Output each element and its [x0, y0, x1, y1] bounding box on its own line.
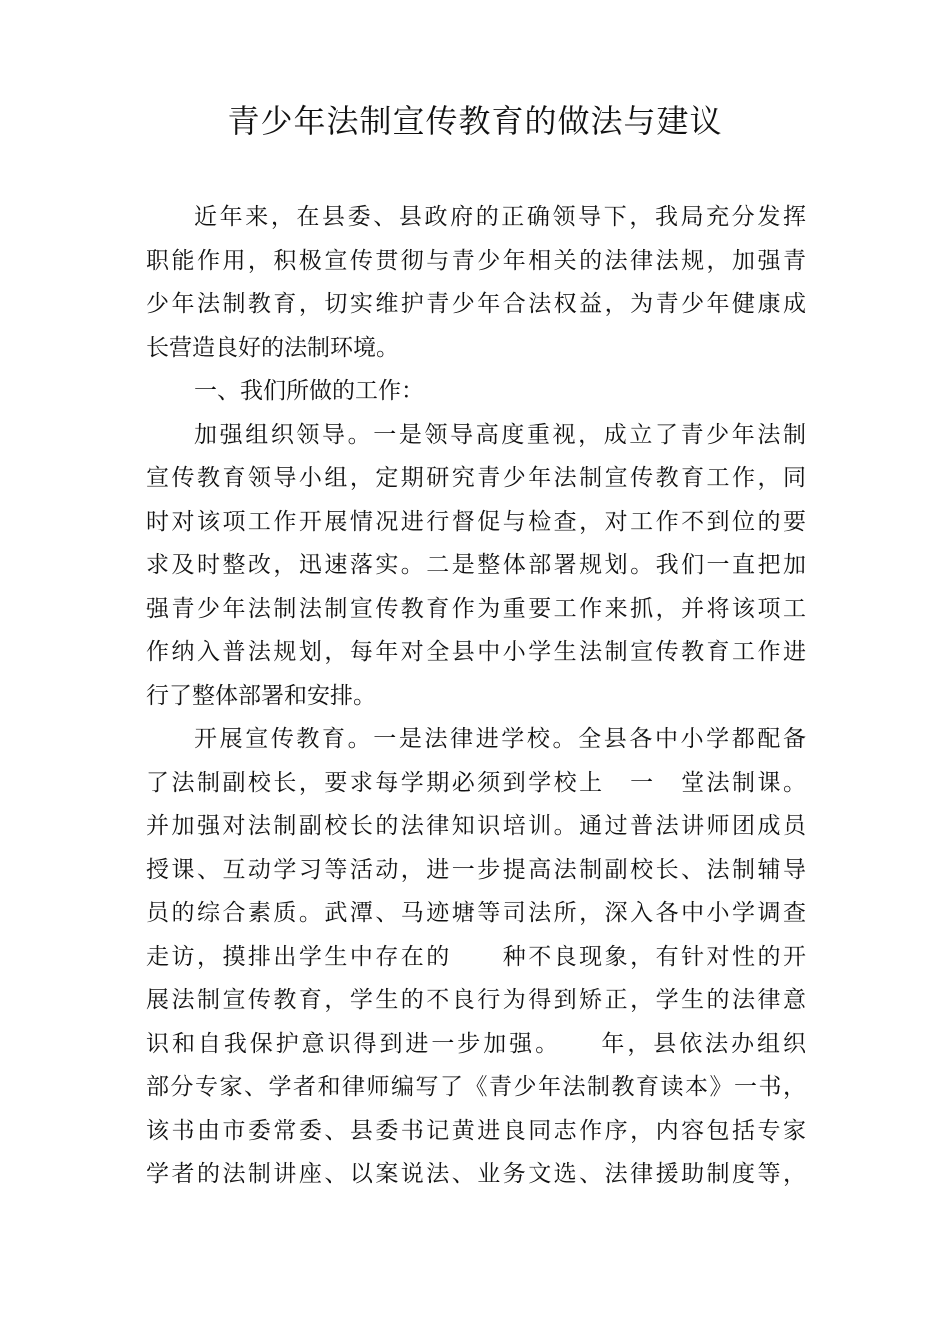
body-line: 该书由市委常委、县委书记黄进良同志作序，内容包括专家	[146, 1117, 806, 1144]
body-line: 时对该项工作开展情况进行督促与检查，对工作不到位的要	[146, 508, 806, 535]
body-line: 授课、互动学习等活动，进一步提高法制副校长、法制辅导	[146, 856, 806, 883]
body-line: 宣传教育领导小组，定期研究青少年法制宣传教育工作，同	[146, 465, 806, 491]
body-line: 行了整体部署和安排。	[146, 682, 376, 709]
body-line: 识和自我保护意识得到进一步加强。 年，县依法办组织	[146, 1030, 806, 1057]
document-title: 青少年法制宣传教育的做法与建议	[227, 102, 723, 140]
body-line: 并加强对法制副校长的法律知识培训。通过普法讲师团成员	[146, 813, 806, 839]
body-line: 走访，摸排出学生中存在的 种不良现象，有针对性的开	[146, 943, 806, 970]
body-line: 职能作用，积极宣传贯彻与青少年相关的法律法规，加强青	[146, 247, 806, 274]
body-line: 少年法制教育，切实维护青少年合法权益，为青少年健康成	[146, 291, 806, 317]
body-line: 部分专家、学者和律师编写了《青少年法制教育读本》一书，	[146, 1074, 806, 1100]
body-line: 了法制副校长，要求每学期必须到学校上 一 堂法制课。	[146, 769, 806, 796]
body-line: 开展宣传教育。一是法律进学校。全县各中小学都配备	[194, 726, 806, 752]
body-line: 强青少年法制法制宣传教育作为重要工作来抓，并将该项工	[146, 595, 806, 622]
body-line: 作纳入普法规划，每年对全县中小学生法制宣传教育工作进	[146, 639, 806, 665]
body-line: 求及时整改，迅速落实。二是整体部署规划。我们一直把加	[146, 552, 806, 578]
document-body	[146, 196, 806, 1197]
body-line: 加强组织领导。一是领导高度重视，成立了青少年法制	[194, 421, 806, 448]
body-line: 长营造良好的法制环境。	[146, 334, 399, 361]
body-line: 一、我们所做的工作：	[194, 378, 424, 404]
body-line: 展法制宣传教育，学生的不良行为得到矫正，学生的法律意	[146, 987, 806, 1013]
body-line: 员的综合素质。武潭、马迹塘等司法所，深入各中小学调查	[146, 900, 806, 926]
body-line: 近年来，在县委、县政府的正确领导下，我局充分发挥	[194, 204, 806, 230]
body-line: 学者的法制讲座、以案说法、业务文选、法律援助制度等，	[146, 1161, 806, 1187]
